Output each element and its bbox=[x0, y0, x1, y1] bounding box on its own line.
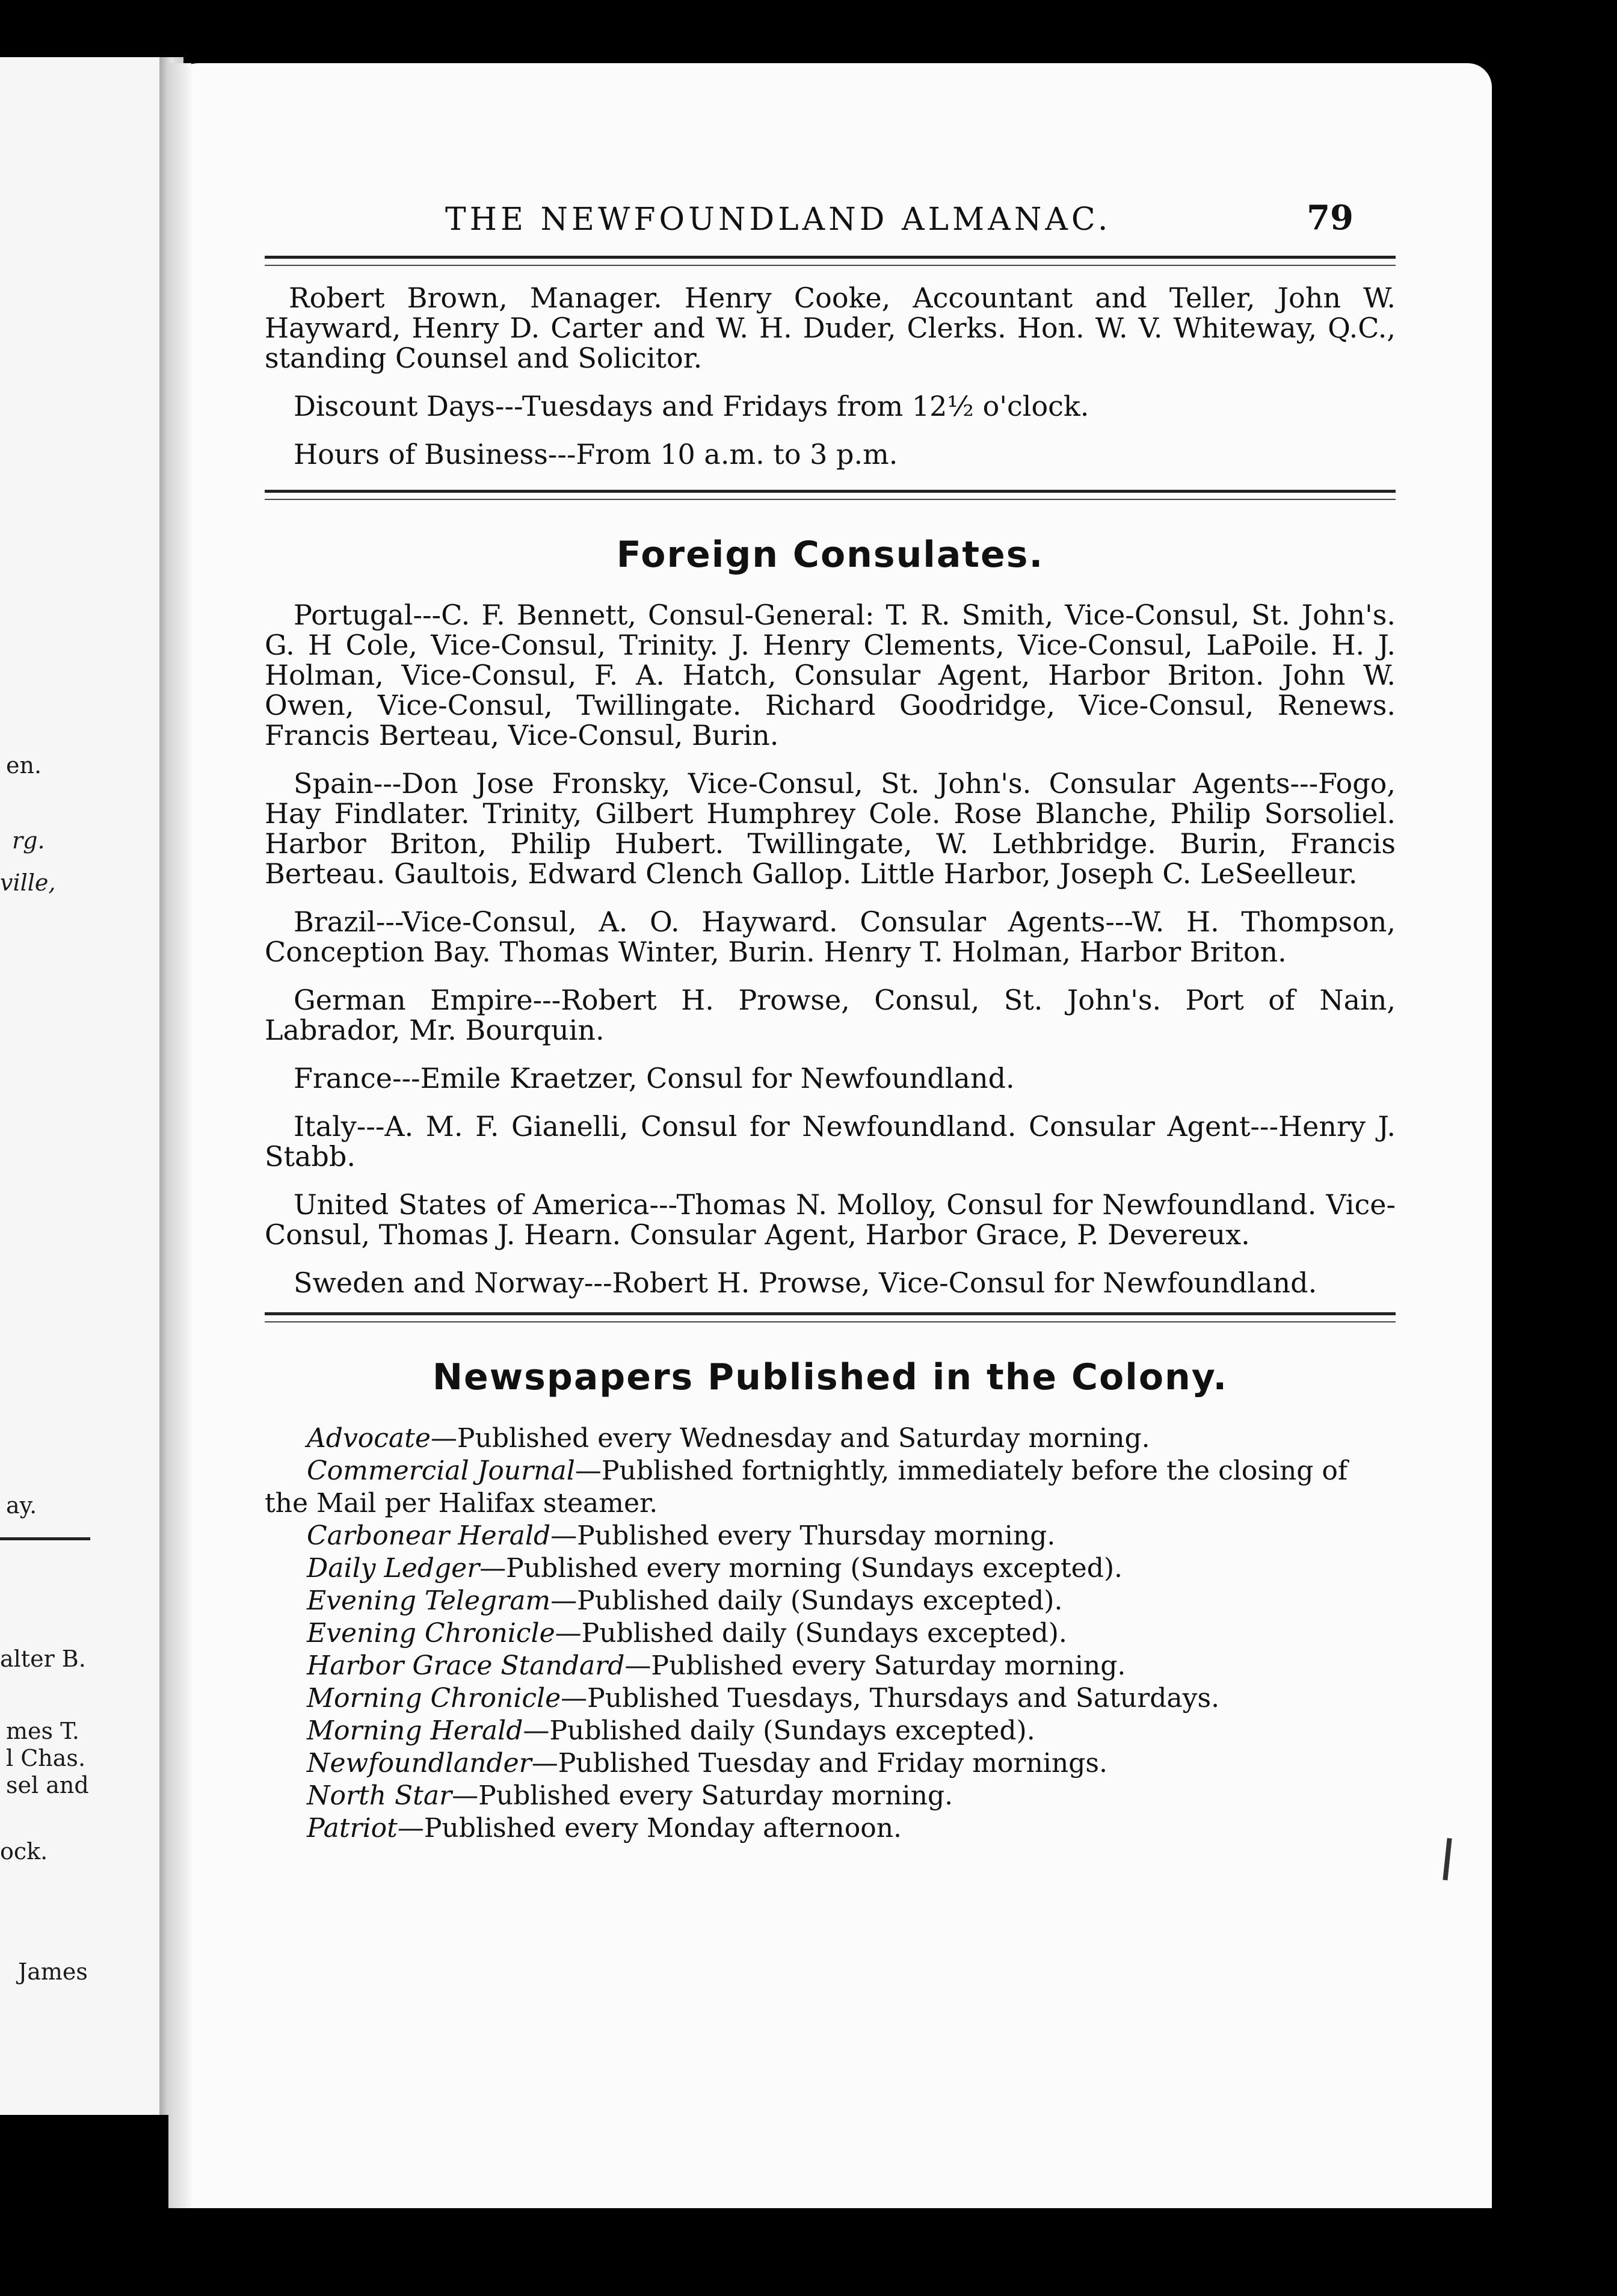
consulate-entry: German Empire---Robert H. Prowse, Consul, St. John's. Port of Nain, Labrador, Mr. Bourquin. bbox=[265, 984, 1396, 1046]
newspaper-desc: —Published daily (Sundays excepted). bbox=[550, 1585, 1063, 1616]
left-fragment: ock. bbox=[0, 1838, 48, 1865]
left-fragment: alter B. bbox=[0, 1646, 86, 1672]
page-content bbox=[265, 198, 1396, 1845]
newspaper-desc: —Published fortnightly, immediately before the closing of the Mail per Halifax steamer. bbox=[265, 1455, 1348, 1519]
newspaper-desc: —Published every Thursday morning. bbox=[550, 1520, 1056, 1551]
left-fragment: James bbox=[18, 1958, 88, 1985]
newspaper-name: Patriot bbox=[307, 1813, 398, 1844]
newspaper-desc: —Published Tuesdays, Thursdays and Saturdays. bbox=[561, 1683, 1220, 1714]
newspaper-desc: —Published every Saturday morning. bbox=[624, 1650, 1126, 1681]
newspaper-name: Evening Chronicle bbox=[307, 1618, 555, 1649]
newspaper-item bbox=[265, 1617, 1396, 1650]
left-fragment: l Chas. bbox=[6, 1745, 86, 1771]
ink-mark bbox=[1443, 1838, 1452, 1880]
consulate-entry: Italy---A. M. F. Gianelli, Consul for Newfoundland. Consular Agent---Henry J. Stabb. bbox=[265, 1110, 1396, 1173]
newspaper-item bbox=[265, 1682, 1396, 1715]
newspaper-desc: —Published every morning (Sundays excepted). bbox=[479, 1553, 1123, 1584]
newspaper-name: Morning Chronicle bbox=[307, 1683, 561, 1714]
newspaper-item bbox=[265, 1780, 1396, 1812]
page-number: 79 bbox=[1307, 198, 1354, 238]
newspaper-desc: —Published every Saturday morning. bbox=[452, 1780, 953, 1811]
newspaper-name: Morning Herald bbox=[307, 1715, 523, 1746]
running-head: THE NEWFOUNDLAND ALMANAC. bbox=[445, 202, 1112, 238]
newspaper-name: Carbonear Herald bbox=[307, 1520, 551, 1551]
section-rule bbox=[265, 1312, 1396, 1315]
header-rule bbox=[265, 256, 1396, 259]
left-fragment: mes T. bbox=[6, 1718, 79, 1744]
section-rule-thin bbox=[265, 1321, 1396, 1322]
left-fragment: rg. bbox=[12, 827, 45, 854]
newspaper-item bbox=[265, 1552, 1396, 1585]
consulate-entry: France---Emile Kraetzer, Consul for Newfoundland. bbox=[294, 1062, 1015, 1094]
consulate-entry: Portugal---C. F. Bennett, Consul-General: T. R. Smith, Vice-Consul, St. John's. G. H Cole, Vice-Consul, Trinity. J. Henry Clements, Vice-Consul, LaPoile. H. J. Holman, Vice-Consul, F. A. Hatch, Consular Agent, Harbor Briton. John W. Owen, Vice-Consul, Twillingate. Richard Goodridge, Vice-Consul, Renews. Francis Berteau, Vice-Consul, Burin. bbox=[265, 599, 1396, 751]
left-fragment: ay. bbox=[6, 1492, 37, 1519]
bank-staff: Robert Brown, Manager. Henry Cooke, Accountant and Teller, John W. Hayward, Henry D. Carter and W. H. Duder, Clerks. Hon. W. V. Whiteway, Q.C., standing Counsel and Solicitor. bbox=[265, 282, 1396, 374]
left-rule bbox=[0, 1537, 90, 1540]
section-rule-thin bbox=[265, 499, 1396, 500]
newspaper-desc: —Published every Wednesday and Saturday morning. bbox=[430, 1423, 1150, 1454]
newspaper-desc: —Published daily (Sundays excepted). bbox=[555, 1618, 1067, 1649]
newspaper-name: Harbor Grace Standard bbox=[307, 1650, 625, 1681]
left-fragment: ville, bbox=[0, 869, 56, 896]
left-fragment: en. bbox=[6, 752, 42, 779]
newspaper-name: Advocate bbox=[307, 1423, 431, 1454]
newspaper-item bbox=[265, 1650, 1396, 1682]
newspaper-name: North Star bbox=[307, 1780, 452, 1811]
newspaper-name: Newfoundlander bbox=[307, 1748, 532, 1779]
bank-discount-days: Discount Days---Tuesdays and Fridays from 12½ o'clock. bbox=[294, 390, 1089, 422]
left-fragment: sel and bbox=[6, 1772, 89, 1798]
consulate-entry: Spain---Don Jose Fronsky, Vice-Consul, St. John's. Consular Agents---Fogo, Hay Findlater. Trinity, Gilbert Humphrey Cole. Rose Blanche, Philip Sorsoliel. Harbor Briton, Philip Hubert. Twillingate, W. Lethbridge. Burin, Francis Berteau. Gaultois, Edward Clench Gallop. Little Harbor, Joseph C. LeSeelleur. bbox=[265, 767, 1396, 890]
newspaper-item bbox=[265, 1520, 1396, 1552]
newspapers-heading: Newspapers Published in the Colony. bbox=[432, 1356, 1228, 1398]
almanac-page bbox=[168, 63, 1492, 2208]
consulate-entry: United States of America---Thomas N. Molloy, Consul for Newfoundland. Vice-Consul, Thomas J. Hearn. Consular Agent, Harbor Grace, P. Devereux. bbox=[265, 1188, 1396, 1251]
bank-hours: Hours of Business---From 10 a.m. to 3 p.m. bbox=[294, 438, 898, 471]
newspaper-name: Commercial Journal bbox=[307, 1455, 575, 1486]
newspaper-item bbox=[265, 1422, 1396, 1455]
consulate-entry: Brazil---Vice-Consul, A. O. Hayward. Consular Agents---W. H. Thompson, Conception Bay. Thomas Winter, Burin. Henry T. Holman, Harbor Briton. bbox=[265, 906, 1396, 968]
newspaper-item bbox=[265, 1747, 1396, 1780]
newspaper-desc: —Published Tuesday and Friday mornings. bbox=[531, 1748, 1107, 1779]
page-edge-shadow bbox=[168, 63, 191, 2208]
newspaper-desc: —Published every Monday afternoon. bbox=[397, 1813, 902, 1844]
newspaper-name: Daily Ledger bbox=[307, 1553, 480, 1584]
newspaper-item bbox=[265, 1812, 1396, 1845]
page-header bbox=[265, 198, 1396, 256]
newspaper-name: Evening Telegram bbox=[307, 1585, 551, 1616]
newspaper-item bbox=[265, 1715, 1396, 1747]
consulates-heading: Foreign Consulates. bbox=[616, 534, 1044, 576]
newspaper-desc: —Published daily (Sundays excepted). bbox=[523, 1715, 1035, 1746]
newspaper-item bbox=[265, 1585, 1396, 1617]
consulate-entry: Sweden and Norway---Robert H. Prowse, Vice-Consul for Newfoundland. bbox=[294, 1267, 1317, 1299]
left-page-fragment bbox=[0, 57, 159, 2115]
section-rule bbox=[265, 490, 1396, 493]
newspaper-item bbox=[265, 1455, 1396, 1520]
